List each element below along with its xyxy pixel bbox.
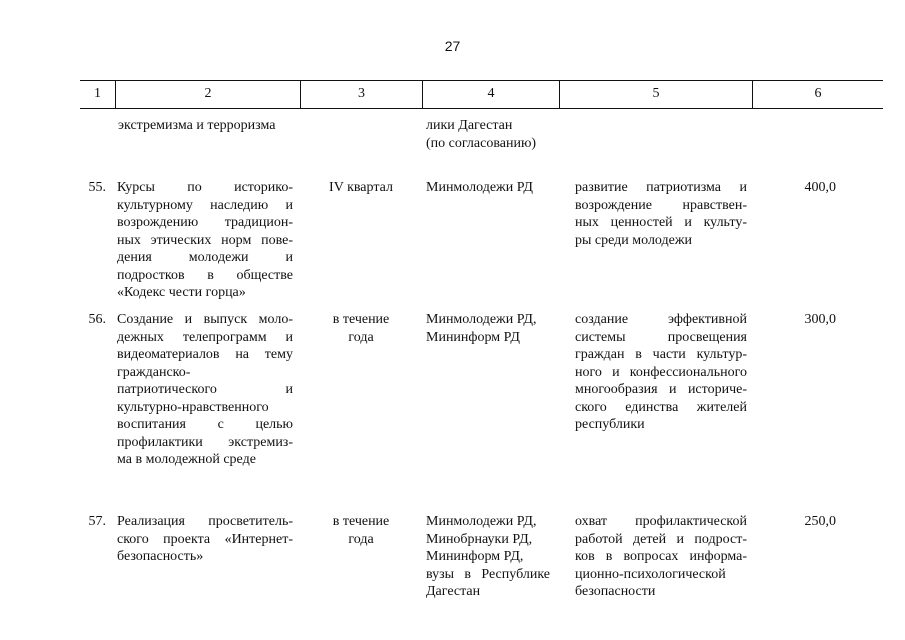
row-title-line: патриотического и [117, 382, 293, 397]
table-header-row [80, 80, 883, 109]
row-result-line: развитие патриотизма и [575, 180, 747, 195]
row-executor [426, 311, 566, 346]
row-title-line: профилактики экстремиз- [117, 434, 293, 450]
row-result-line: ционно-психологической [575, 566, 726, 582]
row-executor-line: вузы в Республике [426, 566, 550, 582]
row-amount: 300,0 [804, 312, 836, 327]
row-amount: 250,0 [804, 514, 836, 529]
continuation-col4-line: лики Дагестан [426, 118, 513, 133]
header-col-2: 2 [115, 81, 300, 108]
row-amount: 400,0 [804, 180, 836, 195]
row-result-line: работой детей и подрост- [575, 531, 747, 547]
row-title-line: Создание и выпуск моло- [117, 312, 293, 327]
row-result-line: охват профилактической [575, 514, 747, 529]
continuation-col4 [426, 117, 576, 152]
row-title [117, 513, 293, 566]
continuation-col4-line: (по согласованию) [426, 135, 537, 151]
row-period [318, 513, 404, 548]
row-executor [426, 513, 550, 601]
row-title-line: ных этических норм пове- [117, 232, 293, 248]
row-title-line: подростков в обществе [117, 267, 293, 283]
row-result-line: многообразия и историче- [575, 382, 747, 397]
header-col-6: 6 [752, 81, 883, 108]
row-result-line: ного и конфессионального [575, 364, 747, 380]
row-period-line: в течение [332, 312, 390, 327]
row-executor-line: Минмолодежи РД, [426, 312, 537, 327]
row-executor-line: Минмолодежи РД [426, 180, 533, 195]
row-title-line: дежных телепрограмм и [117, 329, 293, 345]
row-title-line: Курсы по историко- [117, 180, 293, 195]
row-result-line: республики [575, 417, 645, 432]
row-result-line: возрождение нравствен- [575, 197, 747, 213]
row-executor-line: Минмолодежи РД, [426, 514, 537, 529]
row-title [117, 179, 293, 302]
row-executor [426, 179, 566, 197]
row-result-line: безопасности [575, 584, 656, 599]
row-result [575, 311, 747, 434]
row-result-line: ков в вопросах информа- [575, 549, 747, 564]
row-result-line: системы просвещения [575, 329, 747, 345]
row-title-line: ского проекта «Интернет- [117, 531, 293, 547]
row-title-line: ма в молодежной среде [117, 452, 256, 467]
row-period-line: в течение [332, 514, 390, 529]
continuation-col2: экстремизма и терроризма [118, 118, 276, 133]
row-executor-line: Дагестан [426, 584, 481, 599]
row-result-line: создание эффективной [575, 312, 747, 327]
row-title-line: видеоматериалов на тему [117, 347, 293, 362]
row-executor-line: Минобрнауки РД, [426, 531, 533, 547]
row-result [575, 513, 747, 601]
row-period [318, 311, 404, 346]
row-executor-line: Mининформ РД [426, 329, 520, 345]
row-period-line: года [348, 329, 374, 345]
row-title-line: Реализация просветитель- [117, 514, 293, 529]
row-title-line: «Кодекс чести горца» [117, 285, 246, 300]
row-title [117, 311, 293, 469]
row-title-line: культурному наследию и [117, 197, 293, 213]
header-col-5: 5 [559, 81, 752, 108]
row-result [575, 179, 747, 249]
row-period-line: IV квартал [329, 180, 393, 195]
row-title-line: воспитания с целью [117, 417, 293, 432]
row-title-line: дения молодежи и [117, 250, 293, 265]
row-number: 55. [88, 180, 106, 195]
row-result-line: ского единства жителей [575, 399, 747, 415]
header-col-4: 4 [422, 81, 559, 108]
row-executor-line: Mининформ РД, [426, 549, 524, 564]
row-result-line: ры среди молодежи [575, 232, 693, 248]
row-title-line: возрождению традицион- [117, 215, 293, 230]
header-col-1: 1 [94, 86, 101, 101]
row-result-line: граждан в части культур- [575, 347, 747, 362]
header-col-3: 3 [300, 81, 422, 108]
row-number: 57. [88, 514, 106, 529]
page-number: 27 [444, 38, 461, 54]
row-title-line: гражданско- [117, 364, 191, 380]
row-period-line: года [348, 531, 374, 547]
row-period [318, 179, 404, 197]
row-number: 56. [88, 312, 106, 327]
row-title-line: безопасность» [117, 549, 204, 564]
row-title-line: культурно-нравственного [117, 399, 269, 415]
row-result-line: ных ценностей и культу- [575, 215, 747, 230]
